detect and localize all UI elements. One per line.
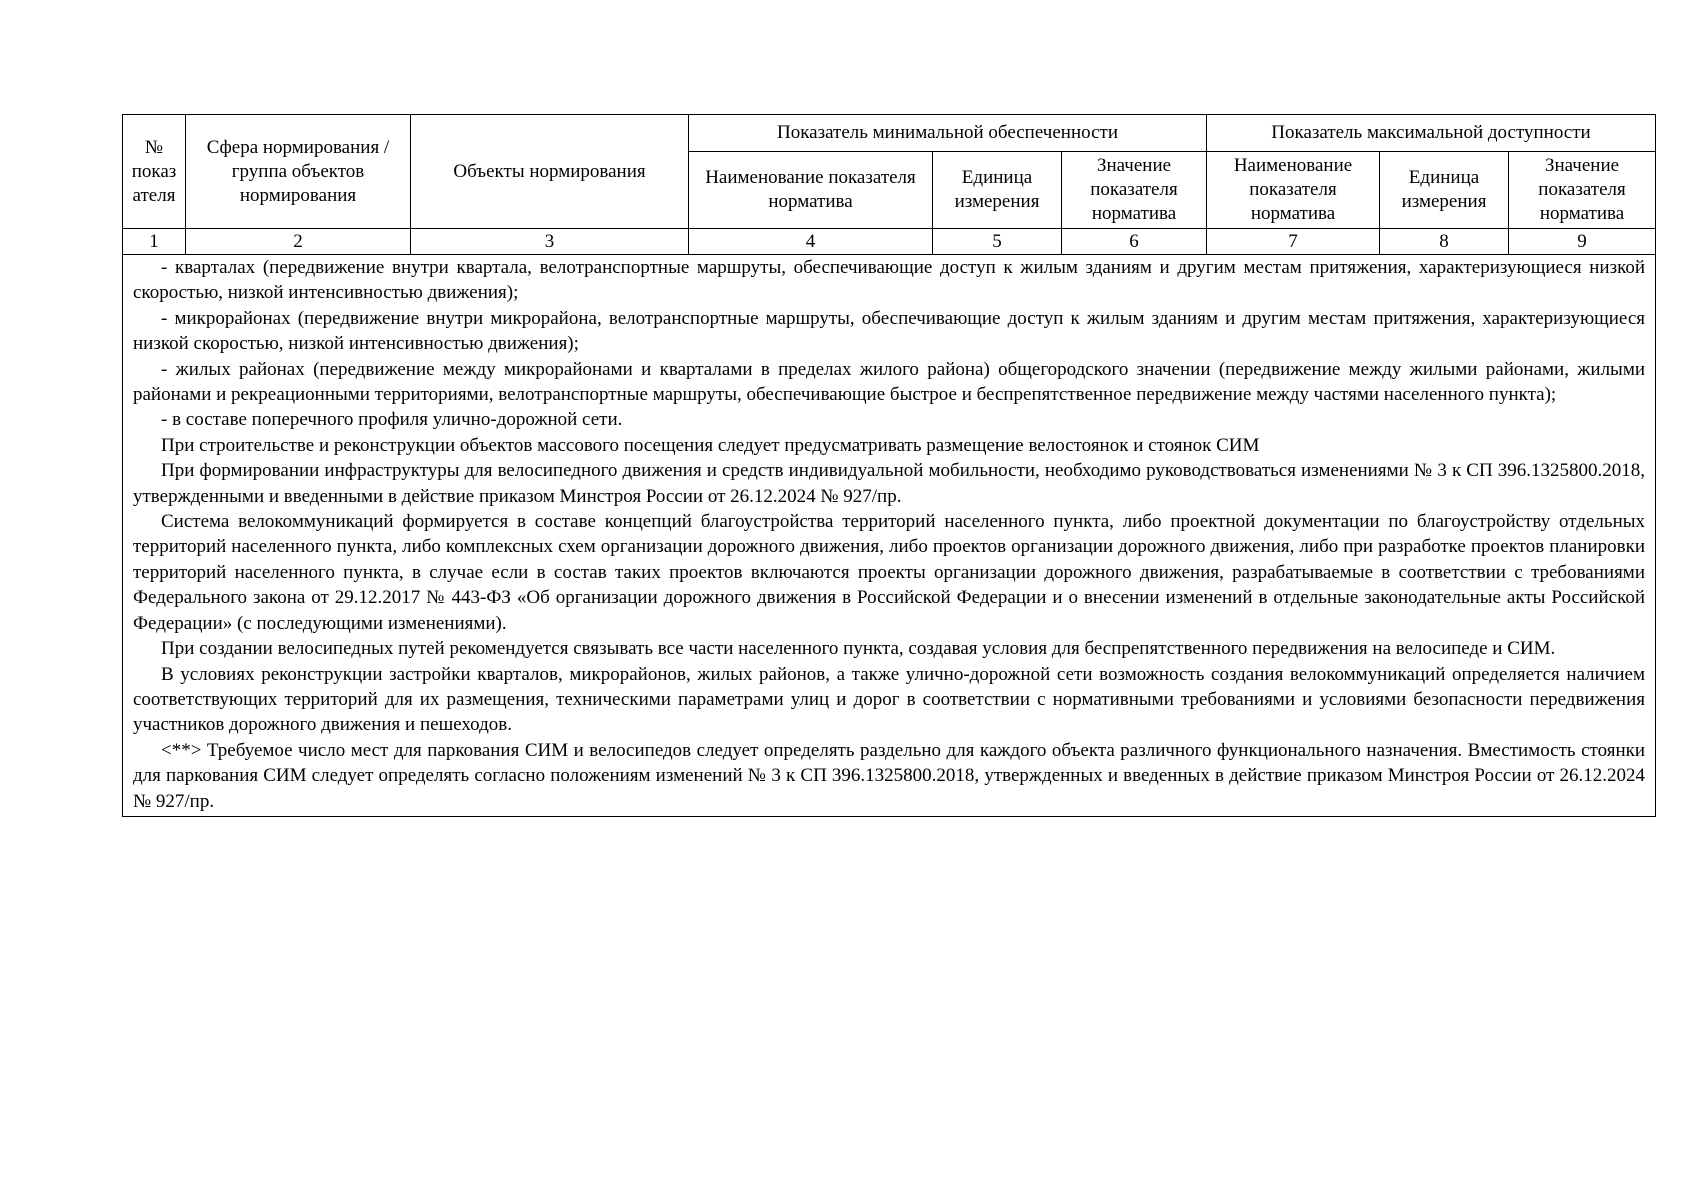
paragraph-infrastructure: При формировании инфраструктуры для велосипедного движения и средств индивидуальной мобильности, необходимо руководствоваться изменениями № 3 к СП 396.1325800.2018, утвержденными и введенными в действие приказом Минстроя России от 26.12.2024 № 927/пр. [133,460,1646,507]
column-number: 6 [1062,229,1207,255]
header-max-value: Значение показателя норматива [1509,152,1656,229]
paragraph-zhilye-rayony: - жилых районах (передвижение между микрорайонами и кварталами в пределах жилого района) общегородского значении (передвижение между жилыми районами, жилыми районами и рекреационными территориями, велотранспортные маршруты, обеспечивающие быстрое и беспрепятственное передвижение между частями населенного пункта); [133,358,1646,406]
column-number: 7 [1207,229,1380,255]
paragraph-uds-profile: - в составе поперечного профиля улично-дорожной сети. [161,409,623,431]
header-col-number: № показ ателя [123,115,186,229]
normative-table [122,114,1656,817]
column-number: 5 [933,229,1062,255]
header-group-min-provision: Показатель минимальной обеспеченности [689,115,1207,152]
column-number: 9 [1509,229,1656,255]
header-row-top [123,115,1656,152]
document-page [122,114,1655,817]
column-number: 2 [186,229,411,255]
paragraph-kvartaly: - кварталах (передвижение внутри квартала, велотранспортные маршруты, обеспечивающие доступ к жилым зданиям и другим местам притяжения, характеризующиеся низкой скоростью, низкой интенсивностью движения); [133,257,1646,304]
paragraph-reconstruction: В условиях реконструкции застройки кварталов, микрорайонов, жилых районов, а также улично-дорожной сети возможность создания велокоммуникаций определяется наличием соответствующих территорий для их размещения, техническими параметрами улиц и дорог в соответствии с нормативными требованиями и условиями безопасности передвижения участников дорожного движения и пешеходов. [133,663,1646,736]
paragraph-mass-visit-objects: При строительстве и реконструкции объектов массового посещения следует предусматривать размещение велостоянок и стоянок СИМ [161,434,1260,456]
paragraph-mikrorayony: - микрорайонах (передвижение внутри микрорайона, велотранспортные маршруты, обеспечивающие доступ к жилым зданиям и другим местам притяжения, характеризующиеся низкой скоростью, низкой интенсивностью движения); [133,307,1646,355]
header-max-unit: Единица измерения [1380,152,1509,229]
column-number: 3 [411,229,689,255]
header-min-value: Значение показателя норматива [1062,152,1207,229]
header-group-max-accessibility: Показатель максимальной доступности [1207,115,1656,152]
header-max-name: Наименование показателя норматива [1207,152,1380,229]
column-number: 1 [123,229,186,255]
paragraph-footnote-parking: <**> Требуемое число мест для паркования СИМ и велосипедов следует определять раздельно для каждого объекта различного функционального назначения. Вместимость стоянки для паркования СИМ следует определять согласно положениям изменений № 3 к СП 396.1325800.2018, утвержденных и введенных в действие приказом Минстроя России от 26.12.2024 № 927/пр. [133,739,1646,812]
header-col-sphere: Сфера нормирования / группа объектов нормирования [186,115,411,229]
header-min-name: Наименование показателя норматива [689,152,933,229]
body-text-cell [123,255,1656,817]
column-number: 8 [1380,229,1509,255]
column-number-row [123,229,1656,255]
column-number: 4 [689,229,933,255]
header-min-unit: Единица измерения [933,152,1062,229]
body-row [123,255,1656,817]
paragraph-bicycle-paths: При создании велосипедных путей рекомендуется связывать все части населенного пункта, создавая условия для беспрепятственного передвижения на велосипеде и СИМ. [161,638,1556,660]
header-col-objects: Объекты нормирования [411,115,689,229]
paragraph-velocommunication-system: Система велокоммуникаций формируется в составе концепций благоустройства территорий населенного пункта, либо проектной документации по благоустройству отдельных территорий населенного пункта, либо комплексных схем организации дорожного движения, либо проектов организации дорожного движения, либо при разработке проектов планировки территорий населенного пункта, в случае если в состав таких проектов включаются проекты организации дорожного движения, разрабатываемые в соответствии с требованиями Федерального закона от 29.12.2017 № 443-ФЗ «Об организации дорожного движения в Российской Федерации и о внесении изменений в отдельные законодательные акты Российской Федерации» (с последующими изменениями). [133,511,1646,634]
